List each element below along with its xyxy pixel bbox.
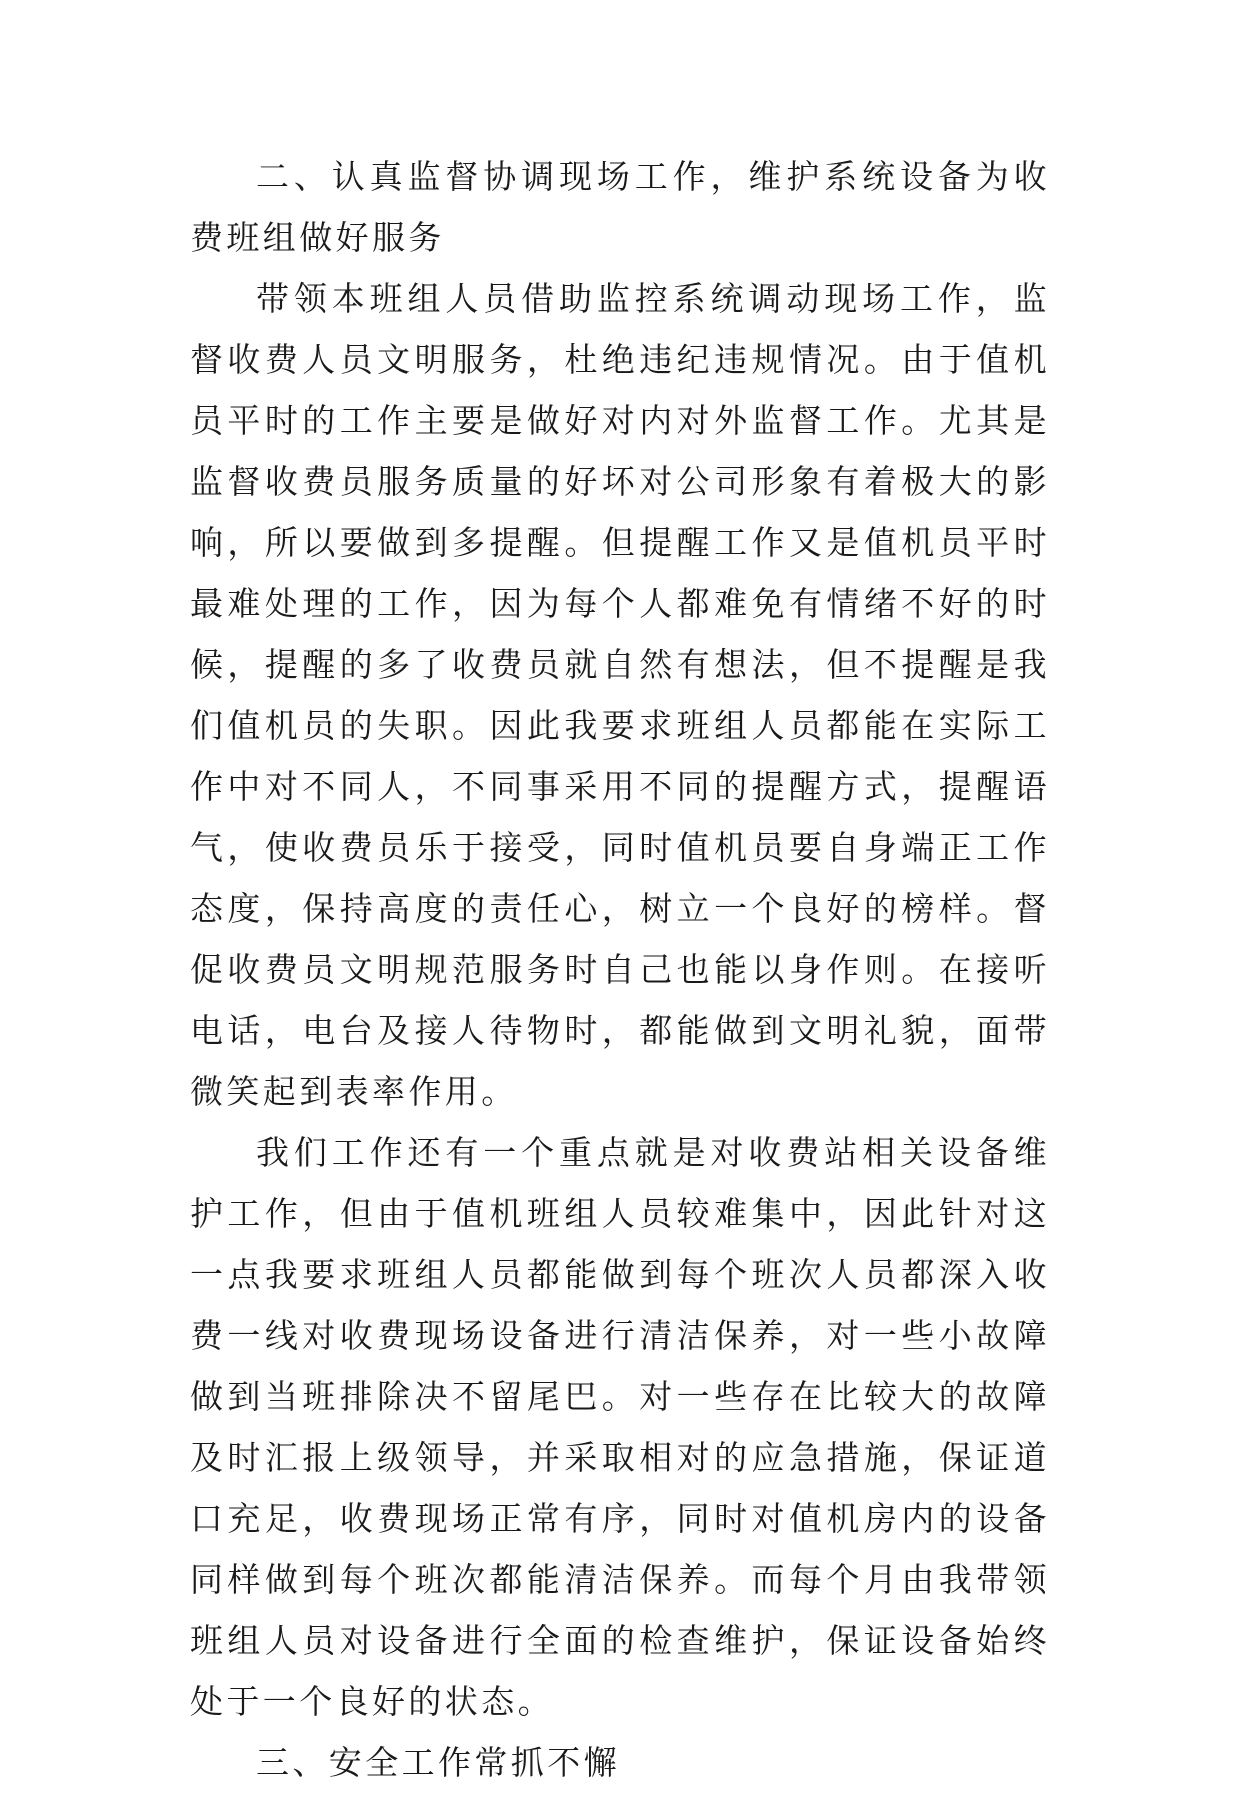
body-paragraph-equipment: 我们工作还有一个重点就是对收费站相关设备维护工作，但由于值机班组人员较难集中，因此针对这一点我要求班组人员都能做到每个班次人员都深入收费一线对收费现场设备进行清洁保养，对一些小故障做到当班排除决不留尾巴。对一些存在比较大的故障及时汇报上级领导，并采取相对的应急措施，保证道口充足，收费现场正常有序，同时对值机房内的设备同样做到每个班次都能清洁保养。而每个月由我带领班组人员对设备进行全面的检查维护，保证设备始终处于一个良好的状态。 <box>190 1133 1050 1721</box>
document-page <box>190 146 1050 1793</box>
body-paragraph-monitoring: 带领本班组人员借助监控系统调动现场工作，监督收费人员文明服务，杜绝违纪违规情况。由于值机员平时的工作主要是做好对内对外监督工作。尤其是监督收费员服务质量的好坏对公司形象有着极大的影响，所以要做到多提醒。但提醒工作又是值机员平时最难处理的工作，因为每个人都难免有情绪不好的时候，提醒的多了收费员就自然有想法，但不提醒是我们值机员的失职。因此我要求班组人员都能在实际工作中对不同人，不同事采用不同的提醒方式，提醒语气，使收费员乐于接受，同时值机员要自身端正工作态度，保持高度的责任心，树立一个良好的榜样。督促收费员文明规范服务时自己也能以身作则。在接听电话，电台及接人待物时，都能做到文明礼貌，面带微笑起到表率作用。 <box>190 279 1050 1111</box>
section-heading-3: 三、安全工作常抓不懈 <box>256 1743 620 1782</box>
section-heading-2: 二、认真监督协调现场工作，维护系统设备为收费班组做好服务 <box>190 157 1050 257</box>
